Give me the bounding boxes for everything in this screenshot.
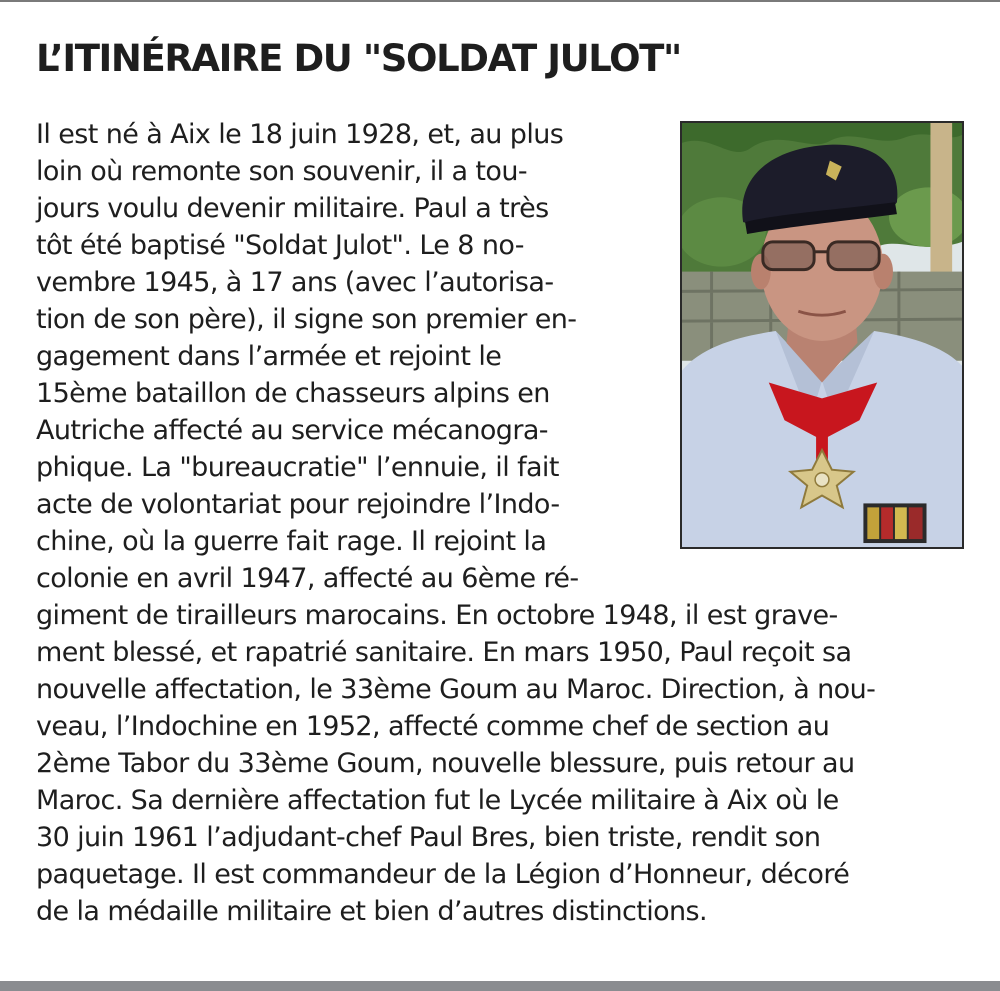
body-line: colonie en avril 1947, affecté au 6ème ré- xyxy=(36,563,579,594)
body-line: Maroc. Sa dernière affectation fut le Lycée militaire à Aix où le xyxy=(36,785,839,816)
body-line: paquetage. Il est commandeur de la Légion d’Honneur, décoré xyxy=(36,859,850,890)
article-title: L’ITINÉRAIRE DU "SOLDAT JULOT" xyxy=(36,37,681,80)
body-line: de la médaille militaire et bien d’autres distinctions. xyxy=(36,896,707,927)
body-line: Il est né à Aix le 18 juin 1928, et, au plus xyxy=(36,119,564,150)
body-line: 2ème Tabor du 33ème Goum, nouvelle blessure, puis retour au xyxy=(36,748,855,779)
bottom-rule xyxy=(0,981,1000,991)
article-body xyxy=(36,116,976,930)
body-line: acte de volontariat pour rejoindre l’Indo- xyxy=(36,489,560,520)
body-line: nouvelle affectation, le 33ème Goum au Maroc. Direction, à nou- xyxy=(36,674,876,705)
body-line: 30 juin 1961 l’adjudant-chef Paul Bres, bien triste, rendit son xyxy=(36,822,821,853)
body-line: giment de tirailleurs marocains. En octobre 1948, il est grave- xyxy=(36,600,838,631)
body-line: veau, l’Indochine en 1952, affecté comme chef de section au xyxy=(36,711,830,742)
body-line: 15ème bataillon de chasseurs alpins en xyxy=(36,378,550,409)
body-line: loin où remonte son souvenir, il a tou- xyxy=(36,156,527,187)
body-line: gagement dans l’armée et rejoint le xyxy=(36,341,502,372)
body-line: phique. La "bureaucratie" l’ennuie, il fait xyxy=(36,452,559,483)
body-line: Autriche affecté au service mécanogra- xyxy=(36,415,548,446)
body-line: tôt été baptisé "Soldat Julot". Le 8 no- xyxy=(36,230,524,261)
body-line: vembre 1945, à 17 ans (avec l’autorisa- xyxy=(36,267,554,298)
body-line: jours voulu devenir militaire. Paul a très xyxy=(36,193,549,224)
body-line: ment blessé, et rapatrié sanitaire. En mars 1950, Paul reçoit sa xyxy=(36,637,852,668)
body-line: tion de son père), il signe son premier en- xyxy=(36,304,577,335)
body-line: chine, où la guerre fait rage. Il rejoint la xyxy=(36,526,547,557)
